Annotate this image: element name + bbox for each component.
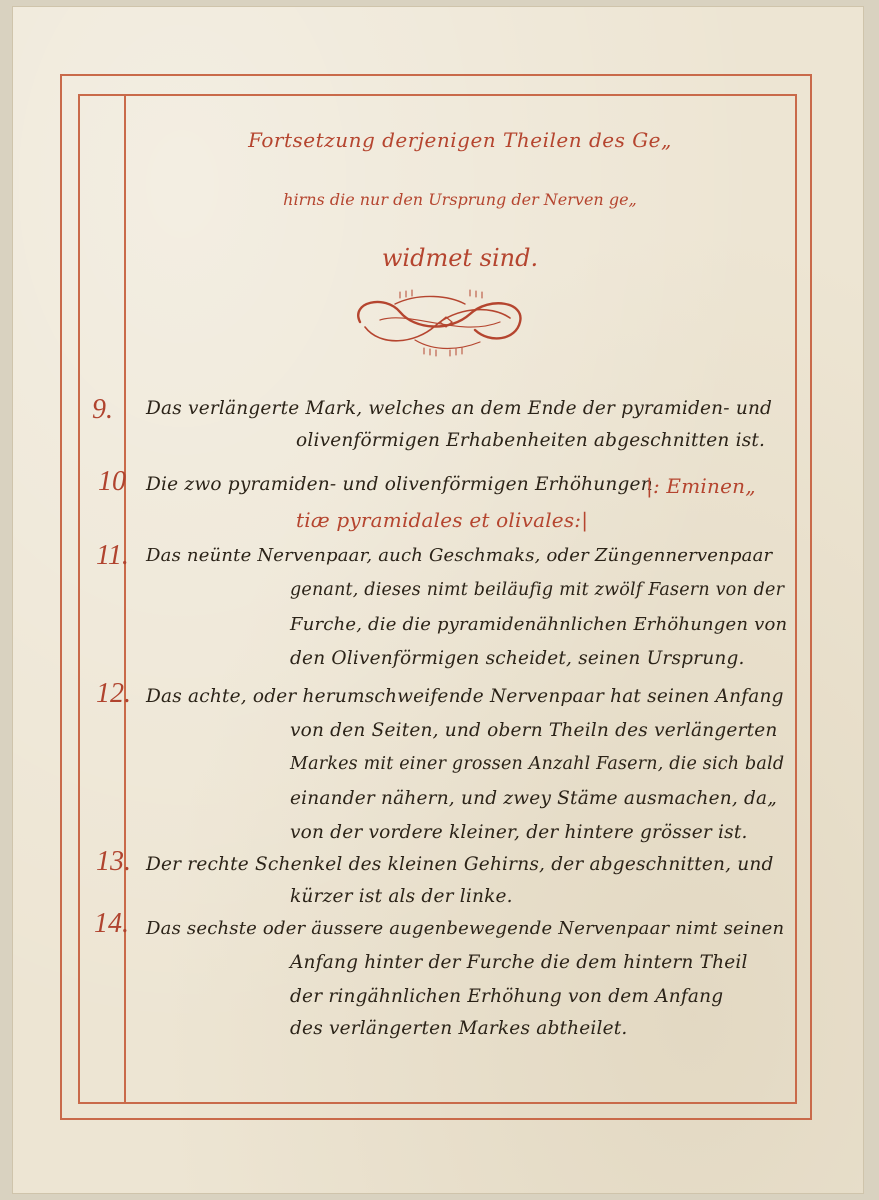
outer-border-right: [810, 74, 812, 1120]
item-12-line-4: einander nähern, und zwey Stäme ausmachen, da„: [290, 788, 778, 809]
outer-border-left: [60, 74, 62, 1120]
inner-border-top: [78, 94, 796, 96]
outer-border-top: [60, 74, 812, 76]
item-number-14: 14.: [94, 908, 129, 939]
title-line-1: Fortsetzung derjenigen Theilen des Ge„: [248, 128, 672, 152]
title-line-2: hirns die nur den Ursprung der Nerven ge„: [283, 190, 637, 209]
item-11-line-2: genant, dieses nimt beiläufig mit zwölf Fasern von der: [290, 580, 785, 600]
item-11-line-1: Das neünte Nervenpaar, auch Geschmaks, oder Züngennervenpaar: [146, 545, 773, 566]
item-14-line-1: Das sechste oder äussere augenbewegende Nervenpaar nimt seinen: [146, 918, 785, 939]
title-line-3: widmet sind.: [381, 244, 539, 272]
item-11-line-4: den Olivenförmigen scheidet, seinen Ursprung.: [290, 648, 745, 669]
item-11-line-3: Furche, die die pyramidenähnlichen Erhöhungen von: [290, 614, 788, 635]
item-12-line-5: von der vordere kleiner, der hintere grösser ist.: [290, 822, 748, 843]
item-12-line-2: von den Seiten, und obern Theiln des verlängerten: [290, 720, 778, 741]
outer-border-bottom: [60, 1118, 812, 1120]
item-number-9: 9.: [92, 394, 113, 425]
item-number-11: 11.: [96, 540, 129, 571]
calligraphic-flourish: [340, 282, 540, 362]
item-13-line-2: kürzer ist als der linke.: [290, 886, 513, 907]
item-number-12: 12.: [96, 678, 131, 709]
item-12-line-3: Markes mit einer grossen Anzahl Fasern, die sich bald: [290, 754, 785, 774]
inner-border-bottom: [78, 1102, 796, 1104]
item-12-line-1: Das achte, oder herumschweifende Nervenpaar hat seinen Anfang: [146, 686, 784, 707]
item-9-line-1: Das verlängerte Mark, welches an dem Ende der pyramiden- und: [146, 398, 773, 419]
item-9-line-2: olivenförmigen Erhabenheiten abgeschnitten ist.: [296, 430, 766, 451]
item-14-line-2: Anfang hinter der Furche die dem hintern Theil: [290, 952, 748, 973]
item-number-13: 13.: [96, 846, 131, 877]
margin-rule: [124, 94, 126, 1104]
item-14-line-3: der ringähnlichen Erhöhung von dem Anfang: [290, 986, 724, 1007]
item-number-10: 10: [98, 466, 126, 497]
item-13-line-1: Der rechte Schenkel des kleinen Gehirns, der abgeschnitten, und: [146, 854, 774, 875]
inner-border-left: [78, 94, 80, 1104]
item-14-line-4: des verlängerten Markes abtheilet.: [290, 1018, 628, 1039]
item-10-line-1: Die zwo pyramiden- und olivenförmigen Erhöhungen: [146, 474, 653, 495]
manuscript-page: [12, 6, 864, 1194]
item-10-latin-2: tiæ pyramidales et olivales:|: [296, 508, 589, 532]
item-10-latin-1: |: Eminen„: [646, 474, 756, 498]
inner-border-right: [795, 94, 797, 1104]
